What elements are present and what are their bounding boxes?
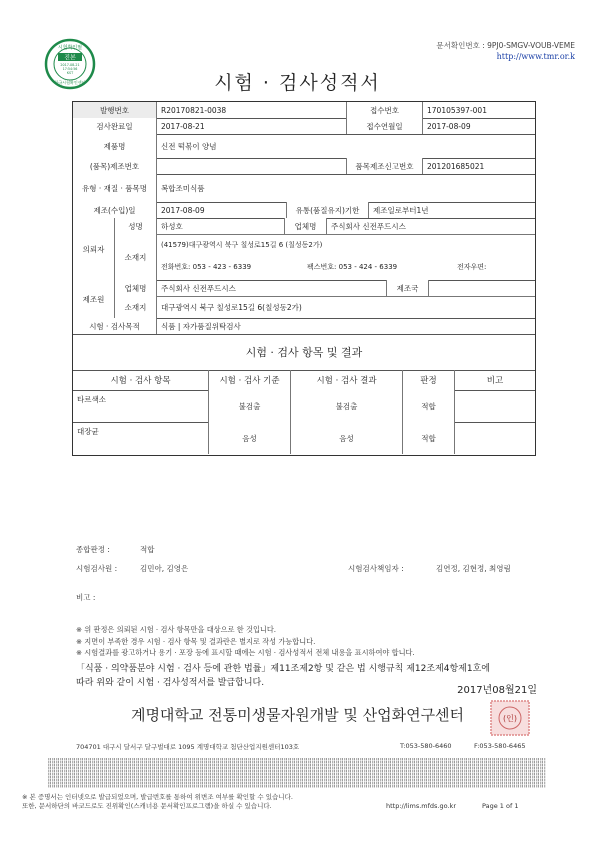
legal-statement: [76, 662, 490, 690]
manager-label: 시험검사책임자 :: [348, 564, 404, 573]
receipt-no-label: 접수번호: [347, 102, 423, 118]
mfg-date: 2017-08-09: [157, 202, 287, 218]
maker-country: [429, 280, 535, 296]
examiner-label: 시험검사원 :: [76, 564, 118, 573]
client-block: [73, 218, 535, 281]
purpose-label: 시험 · 검사목적: [73, 318, 157, 334]
client-name: 하성호: [157, 218, 285, 234]
table-row: [73, 102, 535, 119]
expiry-label: 유통(품질유지)기한: [287, 202, 369, 218]
certificate-table: [72, 101, 536, 456]
col-item-header: 시험 · 검사 항목: [73, 370, 209, 390]
company-label: 업체명: [285, 218, 327, 234]
seal-date: 2017-08-21: [60, 63, 80, 67]
verification-barcode: [48, 758, 546, 788]
manager-value: 김연정, 김현정, 최영림: [436, 564, 511, 573]
maker-address-label: 소재지: [115, 296, 157, 318]
done-date: 2017-08-21: [157, 118, 347, 134]
result-item: 대장균: [73, 422, 209, 454]
product-label: 제품명: [73, 134, 157, 158]
org-address: 704701 대구시 달서구 달구벌대로 1095 계명대학교 첨단산업지원센터103호: [76, 743, 300, 751]
client-company: 주식회사 신전푸드시스: [331, 221, 406, 231]
result-judgment: 적합: [403, 390, 455, 422]
result-standard: 불검출: [209, 390, 291, 422]
report-no: 201201685021: [427, 161, 485, 171]
org-tel: T:053-580-6460: [400, 742, 452, 750]
result-note: [455, 390, 535, 422]
seal-bottom-text: 한국시험확인센터: [54, 80, 86, 85]
maker-company: 주식회사 신전푸드시스: [157, 280, 387, 296]
table-row: [73, 118, 535, 135]
type-label: 유형 · 재질 · 품목명: [73, 174, 157, 202]
result-value: 불검출: [291, 390, 403, 422]
client-phone: 전화번호: 053 - 423 - 6339: [161, 263, 252, 271]
stamp-icon: [490, 700, 530, 736]
issue-date: 2017년08월21일: [457, 685, 537, 696]
maker-country-label: 제조국: [387, 280, 429, 296]
results-section-title: 시험 · 검사 항목 및 결과: [245, 346, 363, 359]
remarks-label: 비고 :: [76, 593, 96, 602]
name-label: 성명: [115, 218, 157, 234]
client-fax: 팩스번호: 053 - 424 - 6339: [307, 263, 398, 271]
client-label: 의뢰자: [73, 218, 115, 280]
footer-line: 또한, 문서하단의 바코드로도 진위확인(스캐너용 문서확인프로그램)을 하실 수 있습니다.: [22, 802, 272, 810]
seal-org: KST: [66, 71, 74, 75]
doc-confirm-url[interactable]: http://www.tmr.or.k: [496, 52, 575, 61]
overall-value: 적합: [140, 545, 155, 554]
mfg-date-label: 제조(수입)일: [73, 202, 157, 218]
document-confirmation: 문서확인번호 : 9PJ0-SMGV-VOUB-VEME http://www.tmr.or.k: [436, 41, 575, 61]
seal-center-text: 진본: [64, 54, 76, 62]
examiner-value: 김민아, 김영은: [140, 564, 189, 573]
stamp-text: (인): [503, 714, 517, 723]
maker-company-label: 업체명: [115, 280, 157, 296]
col-note-header: 비고: [486, 376, 504, 386]
maker-address: 대구광역시 북구 칠성로15길 6(칠성동2가): [161, 302, 302, 312]
note-line: ※ 위 판정은 의뢰된 시험 · 검사 항목만을 대상으로 한 것입니다.: [76, 625, 277, 634]
table-row: [73, 174, 535, 203]
receipt-no: 170105397-001: [427, 105, 487, 115]
result-item: 타르색소: [73, 390, 209, 422]
product-name: 신전 떡볶이 양념: [161, 141, 217, 151]
report-no-label: 품목제조신고번호: [347, 158, 423, 174]
item-no: [157, 158, 347, 174]
table-row: [73, 390, 535, 423]
table-row: [73, 202, 535, 219]
seal-time: 17:54:56: [62, 67, 78, 71]
type-value: 복합조미식품: [161, 183, 205, 193]
statement-line: 따라 위와 같이 시험 · 검사성적서를 발급합니다.: [76, 678, 265, 688]
seal-top-text: 시험확인필: [57, 45, 83, 51]
table-row: [73, 134, 535, 159]
footer-page: Page 1 of 1: [482, 802, 519, 810]
note-line: ※ 시험결과를 광고하거나 용기 · 포장 등에 표시할 때에는 시험 · 검사성적서 전체 내용을 표시하여야 합니다.: [76, 648, 415, 657]
results-header: [73, 370, 535, 391]
result-value: 음성: [291, 422, 403, 454]
page-title: 시험 · 검사성적서: [214, 72, 381, 94]
purpose: 식품 | 자가품질위탁검사: [161, 321, 241, 331]
note-line: ※ 지면이 부족한 경우 시험 · 검사 항목 및 결과란은 별지로 작성 가능합니다.: [76, 636, 316, 646]
client-email: 전자우편:: [457, 263, 487, 271]
issue-no: R20170821-0038: [157, 102, 347, 118]
org-fax: F:053-580-6465: [474, 742, 526, 750]
col-judgment-header: 판정: [403, 370, 455, 390]
address-label: 소재지: [115, 234, 157, 280]
receipt-date: 2017-08-09: [427, 121, 471, 131]
result-standard: 음성: [209, 422, 291, 454]
official-stamp: [490, 700, 530, 736]
client-address: (41579)대구광역시 북구 칠성로15길 6 (칠성동2가): [161, 241, 323, 249]
result-judgment: 적합: [403, 422, 455, 454]
receipt-date-label: 접수연월일: [347, 118, 423, 134]
footer-site[interactable]: http://lims.mfds.go.kr: [386, 802, 456, 810]
done-date-label: 검사완료일: [73, 118, 157, 134]
footer-line: ※ 본 증명서는 인터넷으로 발급되었으며, 발급번호를 통하여 위변조 여부를 확인할 수 있습니다.: [22, 793, 293, 801]
item-no-label: (품목)제조번호: [73, 158, 157, 174]
result-note: [455, 422, 535, 454]
table-row: [73, 422, 535, 454]
table-row: [73, 318, 535, 335]
doc-confirm-value: 9PJ0-SMGV-VOUB-VEME: [487, 41, 575, 50]
footer-notice: [22, 793, 293, 811]
maker-block: [73, 280, 535, 319]
notes: [76, 624, 415, 659]
maker-label: 제조원: [73, 280, 115, 318]
overall-label: 종합판정 :: [76, 545, 110, 554]
col-standard-header: 시험 · 검사 기준: [209, 370, 291, 390]
organization-name: 계명대학교 전통미생물자원개발 및 산업화연구센터: [130, 706, 465, 724]
statement-line: 「식품 · 의약품분야 시험 · 검사 등에 관한 법률」제11조제2항 및 같은 법 시행규칙 제12조제4항제1호에: [76, 664, 490, 674]
doc-confirm-label: 문서확인번호: [436, 41, 480, 50]
table-row: [73, 158, 535, 175]
col-result-header: 시험 · 검사 결과: [291, 370, 403, 390]
expiry: 제조일로부터1년: [373, 205, 429, 215]
issue-no-label: 발행번호: [73, 102, 157, 118]
table-row: [73, 334, 535, 371]
